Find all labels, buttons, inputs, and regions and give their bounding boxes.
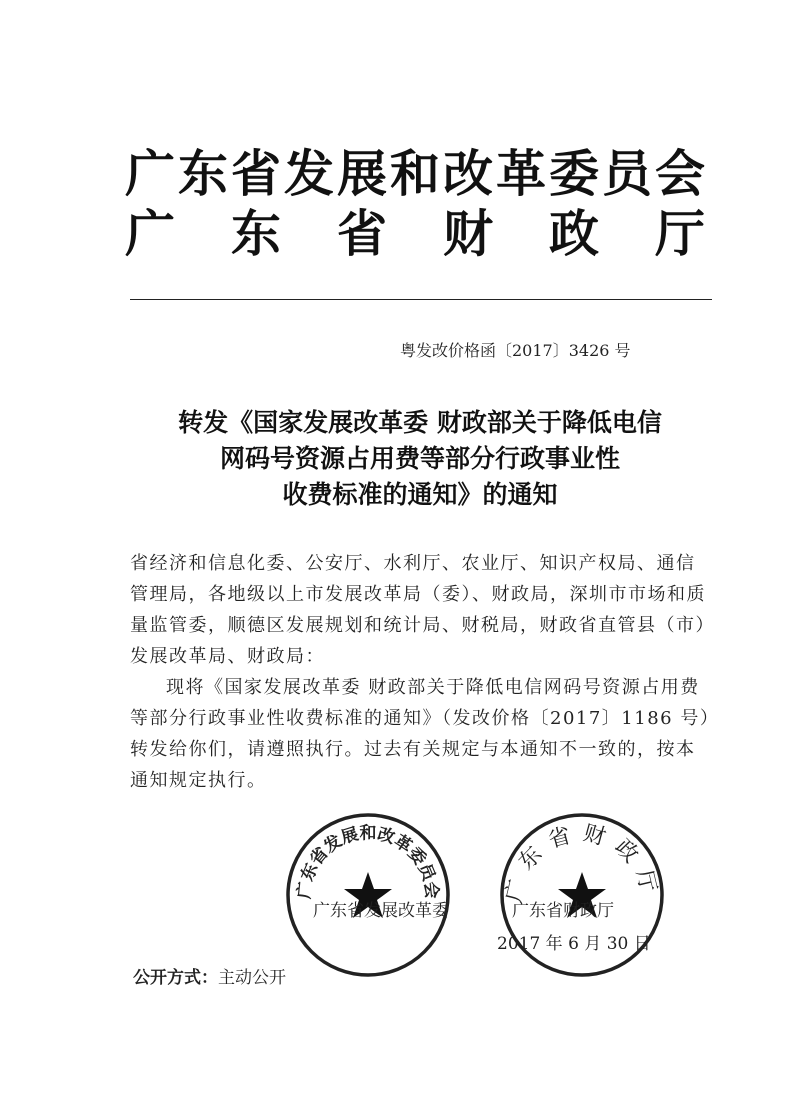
document-body: [130, 548, 712, 796]
issuer-header-2-char: 政: [549, 205, 599, 263]
sender-drc: 广东省发展改革委: [313, 901, 449, 921]
issuer-header-2-char: 广: [125, 205, 175, 263]
disclosure-label: 公开方式：: [133, 968, 218, 988]
issuer-header-2-char: 东: [231, 205, 281, 263]
issue-date: 2017 年 6 月 30 日: [497, 934, 651, 954]
issuer-header-1: 广东省发展和改革委员会: [125, 145, 708, 203]
disclosure-line: [133, 966, 286, 990]
title-line: 收费标准的通知》的通知: [282, 480, 558, 509]
issuer-header-2: [125, 206, 705, 262]
main-paragraph: 现将《国家发展改革委 财政部关于降低电信网码号资源占用费等部分行政事业性收费标准的通知》（发改价格〔2017〕1186 号）转发给你们，请遵照执行。过去有关规定与本通知不一致的，按本通知规定执行。: [130, 677, 711, 791]
sender-finance: 广东省财政厅: [512, 901, 614, 921]
disclosure-value: 主动公开: [218, 968, 286, 988]
recipients-paragraph: 省经济和信息化委、公安厅、水利厅、农业厅、知识产权局、通信管理局，各地级以上市发展改革局（委）、财政局，深圳市市场和质量监管委，顺德区发展规划和统计局、财税局，财政省直管县（市）发展改革局、财政局：: [130, 553, 706, 667]
seal-drc-stamp: [283, 810, 453, 980]
document-title: [130, 405, 710, 513]
header-divider: [130, 299, 712, 300]
issuer-header-2-char: 厅: [655, 205, 705, 263]
seal1-text: 广东省发展和改革委员会: [294, 823, 442, 900]
title-line: 转发《国家发展改革委 财政部关于降低电信: [178, 408, 662, 437]
document-number: 粤发改价格函〔2017〕3426 号: [400, 341, 631, 360]
issuer-header-2-char: 财: [443, 205, 493, 263]
issuer-header-2-char: 省: [337, 205, 387, 263]
seal2-text: 广东省财政厅: [501, 820, 663, 905]
title-line: 网码号资源占用费等部分行政事业性: [219, 444, 620, 473]
